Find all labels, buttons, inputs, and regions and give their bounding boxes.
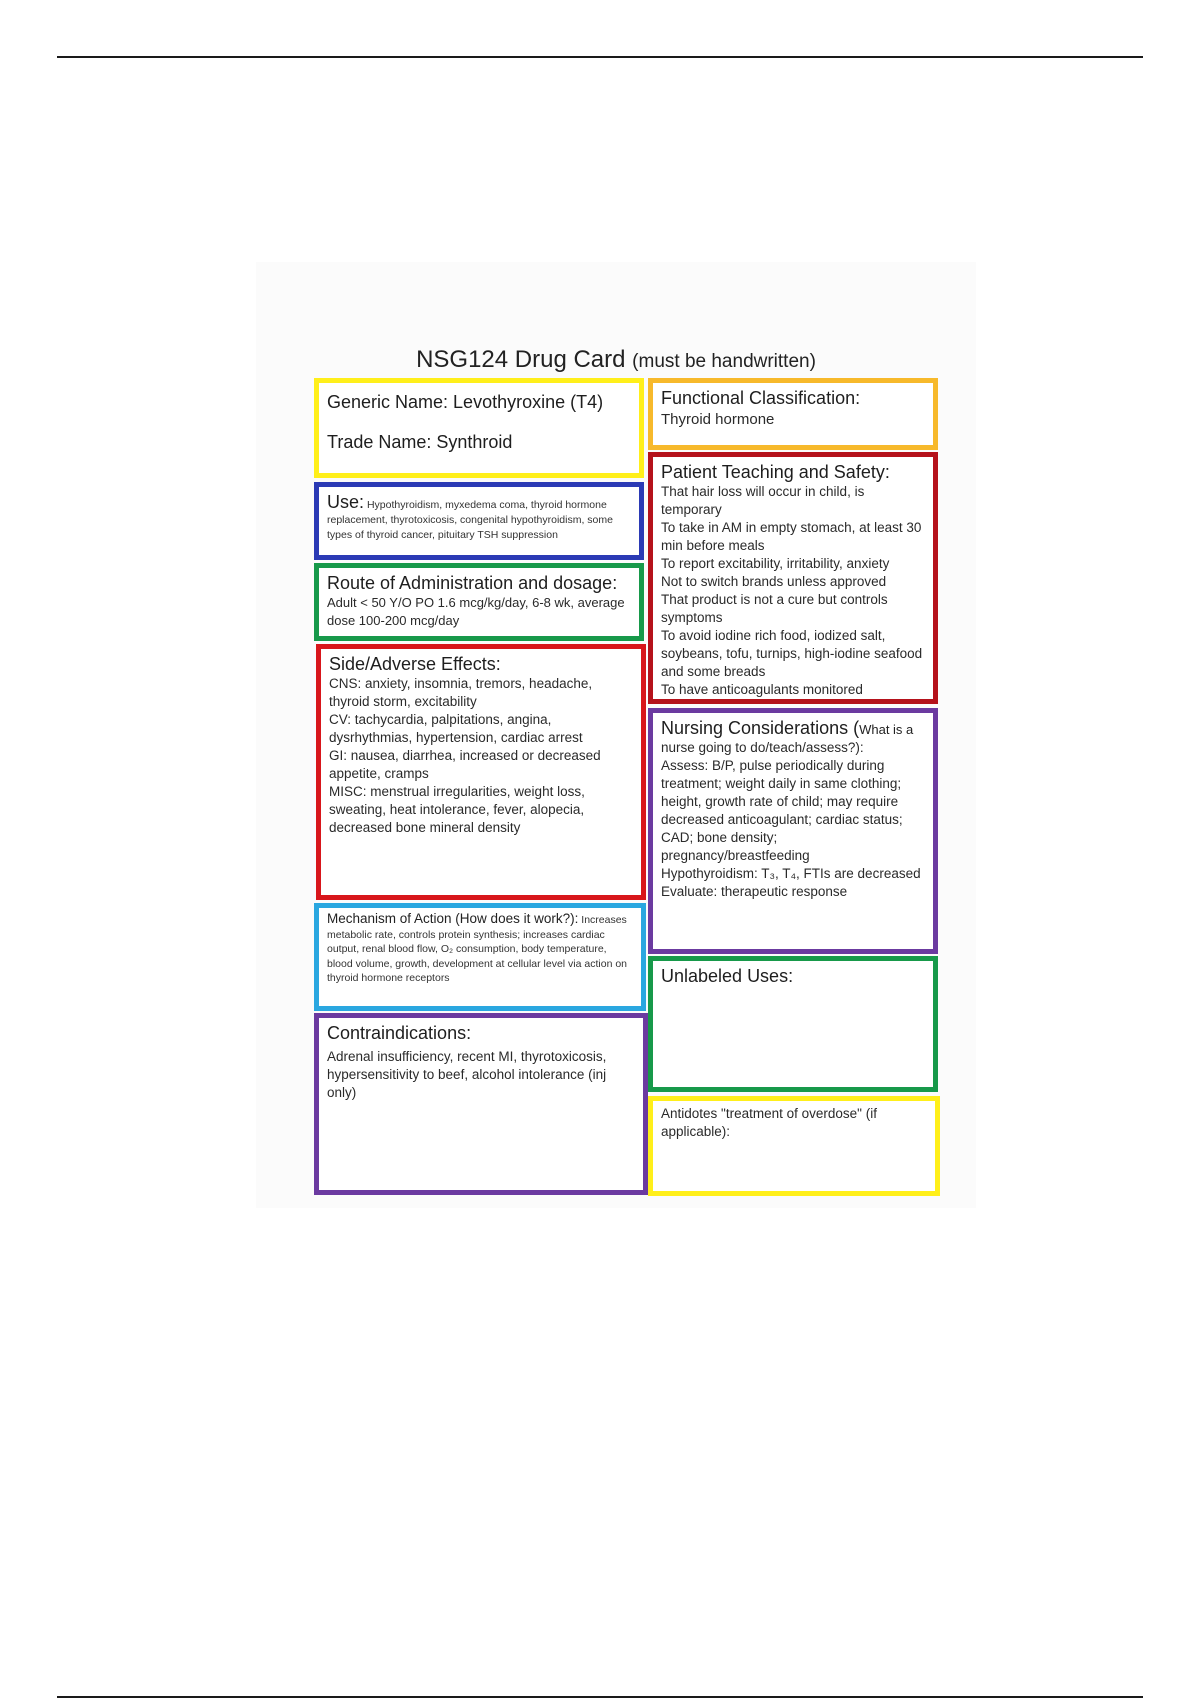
patient-teaching-value: That hair loss will occur in child, is temporary To take in AM in empty stomach, at least 30 min before meals To report excitability, irritability, anxiety Not to switch brands unless approved That product is not a cure but controls symptoms To avoid iodine rich food, iodized salt, soybeans, tofu, turnips, high-iodine seafood and some breads To have anticoagulants monitored — [661, 484, 923, 697]
unlabeled-uses-heading: Unlabeled Uses: — [661, 966, 794, 986]
nursing-heading: Nursing Considerations ( — [661, 718, 860, 738]
mechanism-value: Increases metabolic rate, controls protein synthesis; increases cardiac output, renal blood flow, O₂ consumption, body temperature, blood volume, growth, development at cellular level via action on thyroid hormone receptors — [327, 914, 628, 984]
nursing-value: Assess: B/P, pulse periodically during treatment; weight daily in same clothing; height, growth rate of child; may require decreased anticoagulant; cardiac status; CAD; bone density; pregnancy/breastfeeding Hypothyroidism: T₃, T₄, FTIs are decreased Evaluate: therapeutic response — [661, 758, 921, 899]
mechanism-box — [314, 903, 646, 1011]
route-heading: Route of Administration and dosage: — [327, 573, 618, 593]
title-note: (must be handwritten) — [632, 351, 816, 372]
contraindications-box — [314, 1013, 648, 1195]
route-value: Adult < 50 Y/O PO 1.6 mcg/kg/day, 6-8 wk, average dose 100-200 mcg/day — [327, 595, 625, 628]
use-heading: Use: — [327, 492, 365, 512]
use-text — [327, 491, 633, 542]
functional-class-heading: Functional Classification: — [661, 388, 861, 408]
functional-class-box — [648, 378, 938, 450]
trade-name: Trade Name: Synthroid — [327, 432, 513, 452]
side-effects-box — [316, 644, 646, 900]
functional-class-value: Thyroid hormone — [661, 411, 775, 428]
side-effects-heading: Side/Adverse Effects: — [329, 654, 501, 674]
mechanism-heading: Mechanism of Action (How does it work?): — [327, 911, 579, 926]
nursing-heading-line — [661, 717, 927, 739]
patient-teaching-heading: Patient Teaching and Safety: — [661, 462, 890, 482]
contraindications-heading: Contraindications: — [327, 1023, 472, 1043]
generic-name: Generic Name: Levothyroxine (T4) — [327, 392, 604, 412]
nursing-heading-small: What is a — [859, 722, 914, 737]
mechanism-text — [327, 912, 635, 986]
page-title — [256, 346, 976, 374]
antidotes-box — [648, 1096, 940, 1196]
top-rule — [57, 56, 1143, 58]
nursing-subheading: nurse going to do/teach/assess?): — [661, 740, 864, 755]
nursing-box — [648, 708, 938, 954]
side-effects-value: CNS: anxiety, insomnia, tremors, headache, thyroid storm, excitability CV: tachycardia, palpitations, angina, dysrhythmias, hypertension, cardiac arrest GI: nausea, diarrhea, increased or decreased appetite, cramps MISC: menstrual irregularities, weight loss, sweating, heat intolerance, fever, alopecia, decreased bone mineral density — [329, 676, 601, 835]
route-box — [314, 563, 644, 641]
use-box — [314, 482, 644, 560]
antidotes-heading: Antidotes "treatment of overdose" (if applicable): — [661, 1106, 877, 1139]
name-box — [314, 378, 644, 478]
unlabeled-uses-box — [648, 956, 938, 1092]
use-value: Hypothyroidism, myxedema coma, thyroid hormone replacement, thyrotoxicosis, congenital hypothyroidism, some types of thyroid cancer, pituitary TSH suppression — [327, 499, 613, 541]
title-main: NSG124 Drug Card — [416, 346, 626, 373]
patient-teaching-box — [648, 452, 938, 704]
contraindications-value: Adrenal insufficiency, recent MI, thyrotoxicosis, hypersensitivity to beef, alcohol intolerance (inj only) — [327, 1049, 607, 1100]
bottom-rule — [57, 1696, 1143, 1698]
